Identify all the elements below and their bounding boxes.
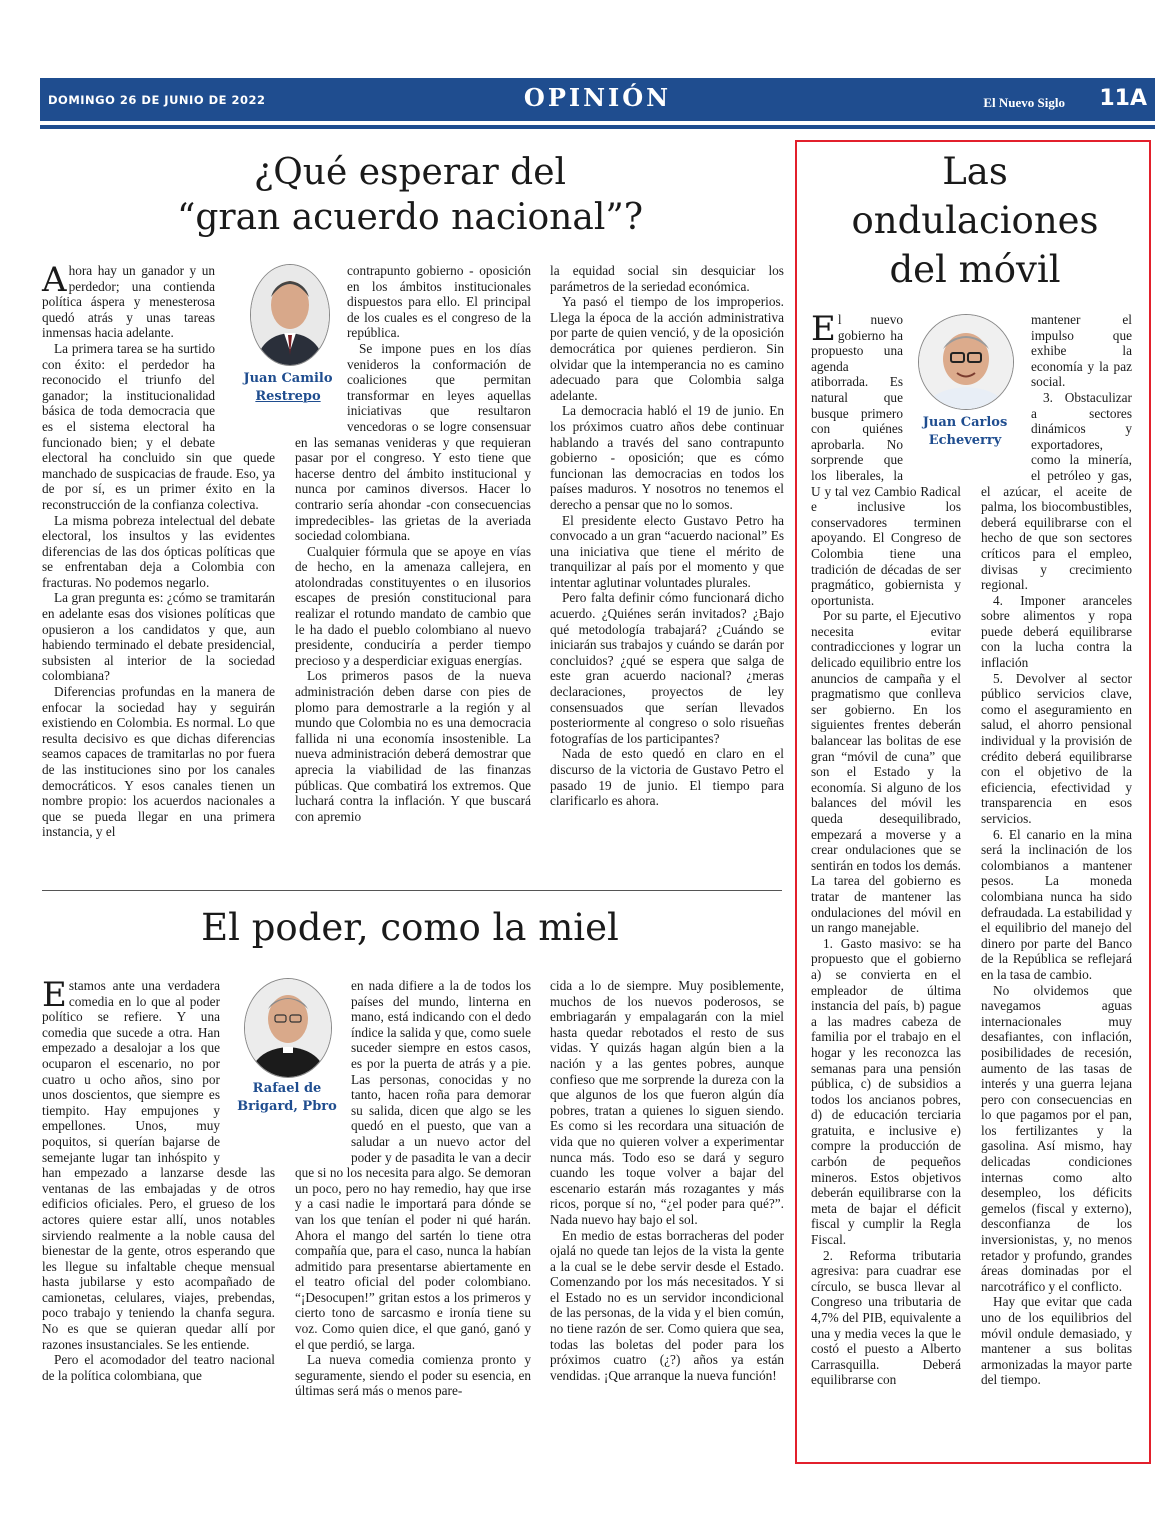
article1-paragraph: Se impone pues en los días venideros la conformación de coaliciones que permitan transformar en leyes aquellas iniciativas que resultaron vencedoras o se logre consensuar en las semanas venideras y que requieran pasar por el congreso. Y esto tiene que hacerse dentro del ámbito institucional y nunca por caminos diversos. Hacer lo contrario sería ahondar -con consecuencias impredecibles- las grietas de la averiada sociedad colombiana.	[295, 340, 531, 544]
article1-wrap-spacer	[295, 263, 347, 423]
article2-headline: El poder, como la miel	[201, 906, 619, 949]
article3-headline-line1: Las	[942, 150, 1008, 193]
article3-paragraph: Hay que evitar que cada uno de los equilibrios del móvil ondule demasiado, y mantener a sus bolitas armonizadas la mayor parte del tiempo.	[981, 1294, 1132, 1388]
article2-paragraph: Pero el acomodador del teatro nacional de la política colombiana, que	[42, 1352, 275, 1383]
article2-wrap-spacer	[295, 978, 351, 1156]
article1-paragraph: La gran pregunta es: ¿cómo se tramitarán en adelante esas dos visiones políticas que opusieron a los candidatos y que, aun habiendo terminado el debate presidencial, subsisten al interior de la sociedad colombiana?	[42, 590, 275, 684]
article3-paragraph: 4. Imponer aranceles sobre alimentos y ropa puede deberá equilibrarse con la lucha contra la inflación	[981, 592, 1132, 671]
article1-paragraph: contrapunto gobierno - oposición en los ámbitos institucionales dispuestos para ello. El principal de los cuales es el congreso de la república.	[347, 263, 531, 341]
article3-headline-line3: del móvil	[889, 247, 1061, 291]
article3-paragraph: 6. El canario en la mina será la inclinación de los colombianos a mantener pesos. La moneda colombiana nunca ha sido defraudada. La estabilidad y el equilibrio del manejo del dinero por parte del Banco de la República se reflejará en la tasa de cambio.	[981, 826, 1132, 982]
article1-dropcap: A	[42, 260, 67, 300]
article3-wrap-spacer	[903, 312, 961, 472]
article1-headline-line2: “gran acuerdo nacional”?	[176, 197, 644, 238]
article2-column-1	[42, 975, 275, 1383]
article1-paragraph: La democracia habló el 19 de junio. En los próximos cuatro años debe continuar hablando a través del sano contrapunto gobierno - oposición; que es cómo funcionan las democracias en todos los países maduros. Y nosotros no tenemos el derecho a pensar que no lo somos.	[550, 403, 784, 512]
article-divider	[42, 890, 782, 891]
article3-paragraph: No olvidemos que navegamos aguas internacionales muy desafiantes, con inflación, posibilidades de recesión, aumento de las tasas de interés y una guerra lejana pero con consecuencias en lo que pagamos por el pan, los fertilizantes y la gasolina. Así mismo, hay delicadas condiciones internas como alto desempleo, los déficits gemelos (fiscal y externo), desconfianza de los inversionistas, y, no menos retador y profundo, grandes áreas dominadas por el narcotráfico y el conflicto.	[981, 982, 1132, 1294]
article2-paragraph: cida a lo de siempre. Muy posiblemente, muchos de los nuevos poderosos, se embriagarán y empalagarán con la miel hasta quedar rebotados el resto de sus vidas. Y quizás hagan algún bien a la nación y a las gentes pobres, aunque confieso que me sorprende la dureza con la que algunos de los que fueron algún día pobres, tratan a quienes lo siguen siendo. Es como si les recordara una situación de vida que no quieren volver a experimentar nunca más. Todo eso se dará y seguro cuando les toque volver a bajar del escenario estarán más rozagantes y más ricos, porque sí no, “¿el poder para qué?”. Nada nuevo hay bajo el sol.	[550, 978, 784, 1227]
article3-headline	[800, 148, 1150, 294]
article1-paragraph: Ahora hay un ganador y un perdedor; una contienda política áspera y menesterosa quedó atrás y unas tareas inmensas hacia adelante.	[42, 260, 215, 341]
article3-headline-line2: ondulaciones	[851, 198, 1099, 242]
article3-column-2	[981, 312, 1132, 1388]
article3-paragraph: 2. Reforma tributaria agresiva: para cuadrar ese círculo, se busca llevar al Congreso una tributaria de 4,7% del PIB, equivalente a una y media veces la que le costó el puesto a Alberto Carrasquilla. Deberá equilibrarse con	[811, 1247, 961, 1388]
article3-paragraph: 5. Devolver al sector público servicios clave, como el aseguramiento en salud, el ahorro pensional individual y la provisión de crédito deberá equilibrarse con el objetivo de la eficiencia, efectividad y transparencia en esos servicios.	[981, 670, 1132, 826]
article3-wrap-spacer	[981, 312, 1031, 472]
article1-paragraph: La misma pobreza intelectual del debate electoral, los insultos y las evidentes diferencias de las dos ópticas políticas que se enfrentaban deja a Colombia con fracturas. No podemos negarlo.	[42, 512, 275, 590]
article2-column-3	[550, 978, 784, 1383]
article3-author-line1: Juan Carlos	[922, 415, 1008, 430]
article3-dropcap: E	[811, 309, 836, 349]
article1-wrap-spacer	[215, 263, 275, 438]
article3-paragraph: mantener el impulso que exhibe la economía y la paz social.	[1031, 312, 1132, 390]
article1-paragraph: El presidente electo Gustavo Petro ha convocado a un gran “acuerdo nacional” Es una iniciativa que tiene el mérito de tranquilizar al país por el momento y que intentar aglutinar voluntades plurales.	[550, 512, 784, 590]
page-number: 11A	[1099, 86, 1147, 111]
article1-paragraph: Pero falta definir cómo funcionará dicho acuerdo. ¿Quiénes serán invitados? ¿Bajo qué metodología trabajará? ¿Cuándo se iniciarán sus trabajos y cuándo se darán por concluidos? ¿qué se espera que salga de este gran acuerdo nacional? ¿meras declaraciones, proyectos de ley consensuados que serían llevados posteriormente al congreso o solo risueñas fotografías de los participantes?	[550, 590, 784, 746]
article1-paragraph: Los primeros pasos de la nueva administración deben darse con pies de plomo para demostrarle a la región y al mundo que Colombia no es una democracia fallida ni una economía insostenible. La nueva administración deberá demostrar que aprecia la viabilidad de las finanzas públicas. Que combatirá los extremos. Que luchará contra la inflación. Y que buscará con apremio	[295, 668, 531, 824]
article1-column-3	[550, 263, 784, 809]
article2-wrap-spacer	[220, 978, 275, 1156]
header-date: DOMINGO 26 DE JUNIO DE 2022	[48, 93, 266, 107]
article2-dropcap: E	[42, 975, 67, 1015]
section-title: OPINIÓN	[523, 83, 672, 112]
newspaper-name: El Nuevo Siglo	[983, 95, 1065, 110]
article3-column-1	[811, 309, 961, 1388]
article1-author-line1: Juan Camilo	[243, 371, 333, 386]
article1-column-2	[295, 263, 531, 824]
article3-paragraph: Por su parte, el Ejecutivo necesita evitar contradicciones y lograr un delicado equilibrio entre los anuncios de campaña y el pragmatismo que conlleva ser gobierno. En los siguientes frentes deberán balancear las bolitas de ese gran “móvil de cuna” que son el Estado y la economía. Si alguno de los balances del móvil les queda desequilibrado, empezará a moverse y a crear ondulaciones que se sentirán en todos los demás. La tarea del gobierno es tratar de mantener las ondulaciones del móvil en un rango manejable.	[811, 608, 961, 936]
article1-author-line2: Restrepo	[255, 389, 321, 404]
page-header	[40, 78, 1155, 130]
article3-paragraph: 1. Gasto masivo: se ha propuesto que el gobierno a) se convierta en el empleador de última instancia del país, b) pague a las madres cabeza de familia por el trabajo en el hogar y les reconozca las semanas para una pensión pública, c) de subsidios a todos los ancianos pobres, d) de educación terciaria gratuita, e inclusive e) compre la producción de carbón de pequeños mineros. Estos objetivos deberán equilibrarse con la meta de bajar el déficit fiscal y cumplir la Regla Fiscal.	[811, 935, 961, 1248]
article2-column-2	[295, 978, 531, 1399]
article1-paragraph: la equidad social sin desquiciar los parámetros de la seriedad económica.	[550, 263, 784, 294]
article1-paragraph: Diferencias profundas en la manera de enfocar la sociedad hay y seguirán existiendo en Colombia. Es normal. Lo que resulta decisivo es que dichas diferencias seamos capaces de tramitarlas no por fuera de las instituciones sino por los canales democráticos. Y esos canales tienen un nombre propio: los acuerdos nacionales a que se pueda llegar en una primera instancia, y el	[42, 684, 275, 840]
article1-headline	[60, 150, 760, 240]
article1-headline-line1: ¿Qué esperar del	[253, 152, 567, 193]
article1-paragraph: Ya pasó el tiempo de los improperios. Llega la época de la acción administrativa por parte de quien venció, y de la oposición democrática por quienes perdieron. Sin olvidar que la intemperancia no es camino adecuado para que Colombia salga adelante.	[550, 294, 784, 403]
article2-paragraph: En medio de estas borracheras del poder ojalá no quede tan lejos de la vista la gente a la cual se le debe servir desde el Estado. Comenzando por los más necesitados. Y si el Estado no es un servidor incondicional de las personas, de la vida y el bien común, no tiene razón de ser. Como quiera que sea, todas las boletas del poder para los próximos cuatro (¿?) años ya están vendidas. ¡Que arranque la nueva función!	[550, 1227, 784, 1383]
article2-paragraph: La nueva comedia comienza pronto y seguramente, siendo el poder su esencia, en últimas será más o menos pare-	[295, 1352, 531, 1399]
article2-paragraph: en nada difiere a la de todos los países del mundo, linterna en mano, está indicando con el dedo índice la salida y que, como suele suceder siempre en estos casos, es por la puerta de atrás y a pie. Las personas, conocidas y no tanto, hacen roña para demorar su salida, dicen que algo se les quedó en el puesto, que van a saludar a un nuevo actor del poder y de pasadita le van a decir que si no los necesita para algo. Se demoran un poco, pero no hay remedio, hay que irse y a casi nadie le importará para dónde se van los que tenían el poder ni qué harán. Ahora el mango del sartén lo tiene otra compañía que, para el caso, nunca la habían admitido para presentarse abiertamente en el teatro oficial del poder colombiano. “¡Desocupen!” gritan estos a los primeros y cierto tono de sarcasmo e ironía tiene su voz. Como quien dice, el que ganó, ganó y el que perdió, se larga.	[295, 978, 531, 1352]
article3-paragraph: El nuevo gobierno ha propuesto una agenda atiborrada. Es natural que busque primero con quiénes aprobarla. No sorprende que los liberales, la U y tal vez Cambio Radical e inclusive los conservadores terminen apoyando. El Congreso de Colombia tiene una tradición de décadas de ser pragmático, gobiernista y oportunista.	[811, 309, 961, 608]
article3-author-line2: Echeverry	[928, 433, 1002, 448]
article1-column-1	[42, 260, 275, 840]
article2-paragraph: Estamos ante una verdadera comedia en lo que al poder político se refiere. Y una comedia que sucede a otra. Han empezado a desalojar a los que ocuparon el escenario, no por cuatro u ocho años, sino por unos doscientos, que siempre es tiempito. Hay empujones y empellones. Unos, muy poquitos, si querían bajarse de semejante lugar tan inhóspito y han empezado a lanzarse desde las ventanas de las embajadas y de otros edificios oficiales. Pero, el grueso de los actores quiere estar allí, unos notables sirviendo realmente a la noble causa del bienestar de la gente, otros esperando que les llegue su infaltable cheque mensual hasta jubilarse y esto acompañado de camionetas, celulares, viajes, prebendas, poco trabajo y teniendo la chanfa segura. No es que se quieran quedar allí por razones insustanciales. Se les entiende.	[42, 975, 275, 1352]
article1-paragraph: Nada de esto quedó en claro en el discurso de la victoria de Gustavo Petro el pasado 19 de junio. El tiempo para clarificarlo es ahora.	[550, 746, 784, 809]
article3-paragraph: 3. Obstaculizar a sectores dinámicos y exportadores, como la minería, el petróleo y gas, el azúcar, el aceite de palma, los biocombustibles, deberá equilibrarse con el hecho de que son sectores críticos para el empleo, divisas y crecimiento regional.	[981, 389, 1132, 593]
article2-author-line2: Brigard, Pbro	[237, 1099, 337, 1114]
article1-paragraph: La primera tarea se ha surtido con éxito: el perdedor ha reconocido el triunfo del ganador; la institucionalidad básica de toda democracia que es el sistema electoral ha funcionado bien; y el debate electoral ha concluido sin que quede manchado de suspicacias de fraude. Eso, ya de por sí, es un primer éxito en la reconstrucción de la confianza colectiva.	[42, 340, 275, 512]
article1-paragraph: Cualquier fórmula que se apoye en vías de hecho, en la amenaza callejera, en atolondradas constituyentes o en ilusorios escapes de presión constitucional para realizar el rotundo mandato de cambio que le ha dado el pueblo colombiano al nuevo presidente, conduciría a perder tiempo precioso y a desperdiciar exiguas energías.	[295, 543, 531, 668]
header-rule	[40, 125, 1155, 129]
article2-author-line1: Rafael de	[252, 1081, 322, 1096]
